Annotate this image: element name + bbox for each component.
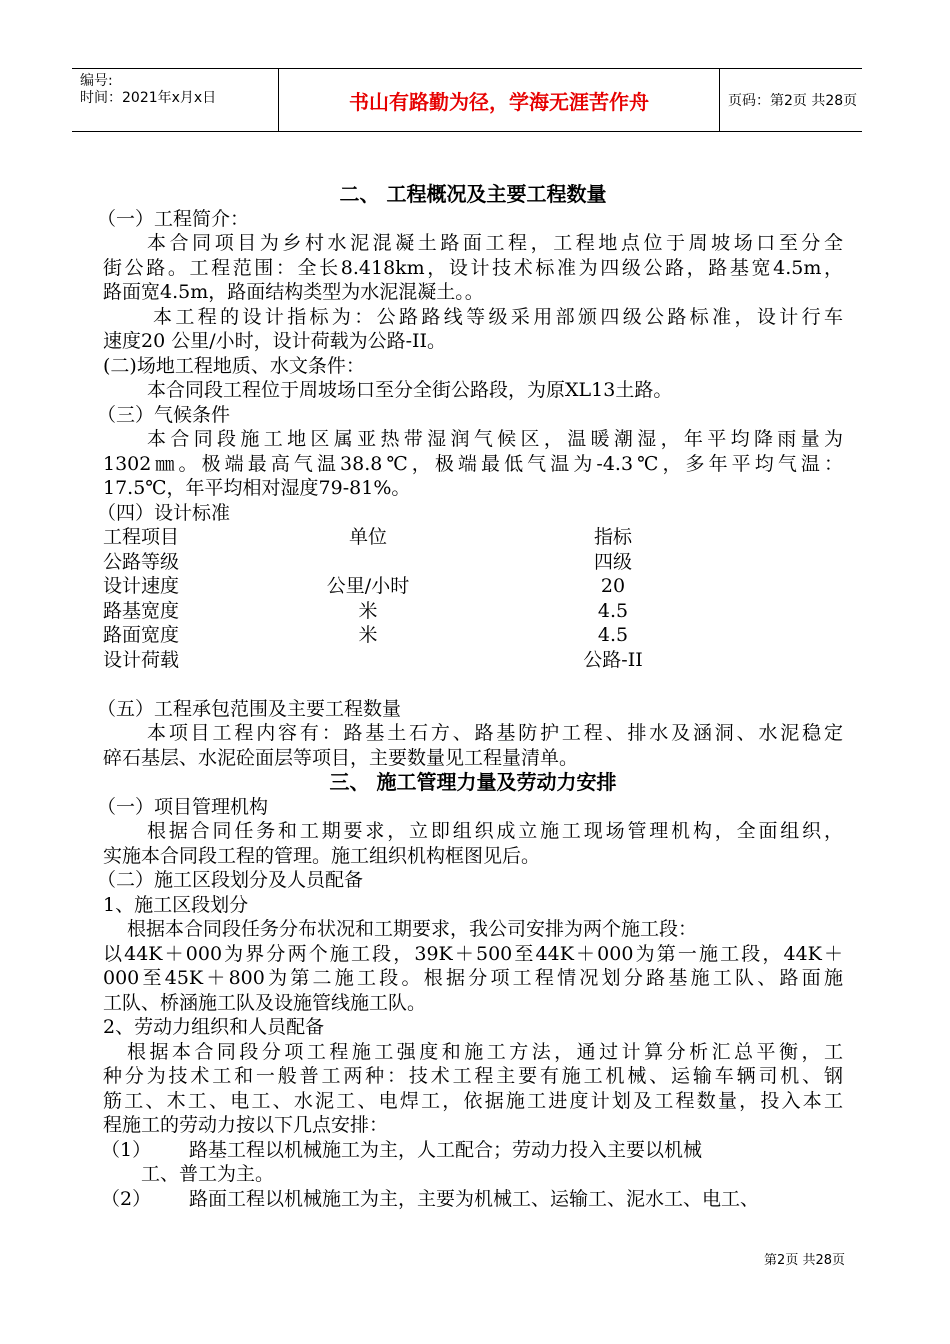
- table-cell: 设计速度: [103, 575, 180, 597]
- paragraph-line: 本合同项目为乡村水泥混凝土路面工程，工程地点位于周坡场口至分全: [147, 232, 843, 254]
- section-title-2: 二、 工程概况及主要工程数量: [339, 182, 607, 206]
- header-number-label: 编号:: [80, 73, 113, 89]
- subsection-heading: 1、施工区段划分: [103, 893, 249, 916]
- header-page-label: 页码：第2页 共28页: [728, 93, 858, 109]
- table-cell: 公路-II: [583, 648, 643, 671]
- table-cell: 米: [358, 599, 378, 622]
- subsection-heading: （三）气候条件: [97, 403, 231, 426]
- paragraph-line: 程施工的劳动力按以下几点安排：: [103, 1114, 389, 1136]
- table-row: [103, 648, 843, 673]
- list-number: （2）: [101, 1187, 152, 1210]
- subsection-heading: （四）设计标准: [97, 501, 231, 524]
- design-standard-table: [103, 525, 843, 672]
- page-header: [72, 68, 862, 132]
- header-meta: [80, 73, 276, 107]
- table-header-row: [103, 525, 843, 550]
- table-row: [103, 623, 843, 648]
- paragraph-line: 实施本合同段工程的管理。施工组织机构框图见后。: [103, 844, 541, 867]
- list-text: 路面工程以机械施工为主，主要为机械工、运输工、泥水工、电工、: [189, 1187, 760, 1210]
- table-cell: 4.5: [597, 624, 629, 646]
- list-text: 路基工程以机械施工为主，人工配合；劳动力投入主要以机械: [189, 1138, 703, 1161]
- table-cell: 4.5: [597, 599, 629, 622]
- header-time-label: 时间：2021年x月x日: [80, 90, 217, 106]
- table-header-cell: 单位: [348, 526, 387, 548]
- paragraph-line: 工队、桥涵施工队及设施管线施工队。: [103, 991, 427, 1014]
- paragraph-line: 碎石基层、水泥砼面层等项目，主要数量见工程量清单。: [103, 746, 579, 769]
- paragraph-line: 根据合同任务和工期要求，立即组织成立施工现场管理机构，全面组织，: [147, 820, 843, 842]
- paragraph-line: 速度20 公里/小时，设计荷载为公路-II。: [103, 330, 447, 352]
- table-cell: 路面宽度: [103, 624, 180, 646]
- list-text-continued: 工、普工为主。: [141, 1163, 275, 1185]
- paragraph-line: 根据本合同段任务分布状况和工期要求，我公司安排为两个施工段：: [127, 918, 698, 940]
- header-slogan: 书山有路勤为径，学海无涯苦作舟: [278, 69, 720, 131]
- table-row: [103, 574, 843, 599]
- page-footer: 第2页 共28页: [764, 1253, 845, 1268]
- paragraph-line: 本合同段工程位于周坡场口至分全街公路段，为原XL13土路。: [147, 379, 673, 401]
- subsection-heading: （一）工程简介：: [97, 207, 250, 230]
- table-cell: 公里/小时: [326, 575, 410, 597]
- section-title-3: 三、 施工管理力量及劳动力安排: [329, 770, 617, 794]
- table-header-cell: 指标: [593, 526, 632, 548]
- paragraph-line: 街公路。工程范围：全长8.418km，设计技术标准为四级公路，路基宽4.5m，: [103, 256, 843, 279]
- paragraph-line: 1302㎜。极端最高气温38.8℃，极端最低气温为-4.3℃，多年平均气温：: [103, 452, 843, 475]
- paragraph-line: 筋工、木工、电工、水泥工、电焊工，依据施工进度计划及工程数量，投入本工: [103, 1089, 843, 1112]
- list-item: [103, 1138, 843, 1163]
- table-header-cell: 工程项目: [103, 526, 180, 548]
- spacer: [103, 672, 843, 697]
- paragraph-line: 根据本合同段分项工程施工强度和施工方法，通过计算分析汇总平衡，工: [127, 1040, 843, 1063]
- table-cell: 米: [358, 624, 378, 646]
- subsection-heading: (二)场地工程地质、水文条件：: [103, 354, 365, 377]
- paragraph-line: 路面宽4.5m，路面结构类型为水泥混凝土。。: [103, 281, 484, 303]
- table-row: [103, 599, 843, 624]
- table-cell: 公路等级: [103, 550, 180, 573]
- paragraph-line: 本合同段施工地区属亚热带湿润气候区，温暖潮湿，年平均降雨量为: [147, 428, 843, 450]
- subsection-heading: （五）工程承包范围及主要工程数量: [97, 697, 402, 720]
- paragraph-line: 本项目工程内容有：路基土石方、路基防护工程、排水及涵洞、水泥稳定: [147, 722, 843, 744]
- paragraph-line: 000至45K＋800为第二施工段。根据分项工程情况划分路基施工队、路面施: [103, 967, 843, 989]
- document-body: [97, 182, 843, 1211]
- table-cell: 20: [600, 575, 626, 597]
- paragraph-line: 17.5℃，年平均相对湿度79-81%。: [103, 477, 411, 499]
- subsection-heading: （一）项目管理机构: [97, 795, 269, 818]
- table-cell: 四级: [593, 550, 632, 573]
- list-item: [103, 1187, 843, 1212]
- paragraph-line: 本工程的设计指标为：公路路线等级采用部颁四级公路标准，设计行车: [153, 305, 843, 328]
- subsection-heading: 2、劳动力组织和人员配备: [103, 1016, 325, 1038]
- list-number: （1）: [101, 1138, 152, 1161]
- table-row: [103, 550, 843, 575]
- paragraph-line: 以44K＋000为界分两个施工段，39K＋500至44K＋000为第一施工段，44K＋: [103, 942, 843, 965]
- paragraph-line: 种分为技术工和一般普工两种：技术工程主要有施工机械、运输车辆司机、钢: [103, 1065, 843, 1087]
- table-cell: 设计荷载: [103, 648, 180, 671]
- table-cell: 路基宽度: [103, 599, 180, 622]
- subsection-heading: （二）施工区段划分及人员配备: [97, 869, 364, 891]
